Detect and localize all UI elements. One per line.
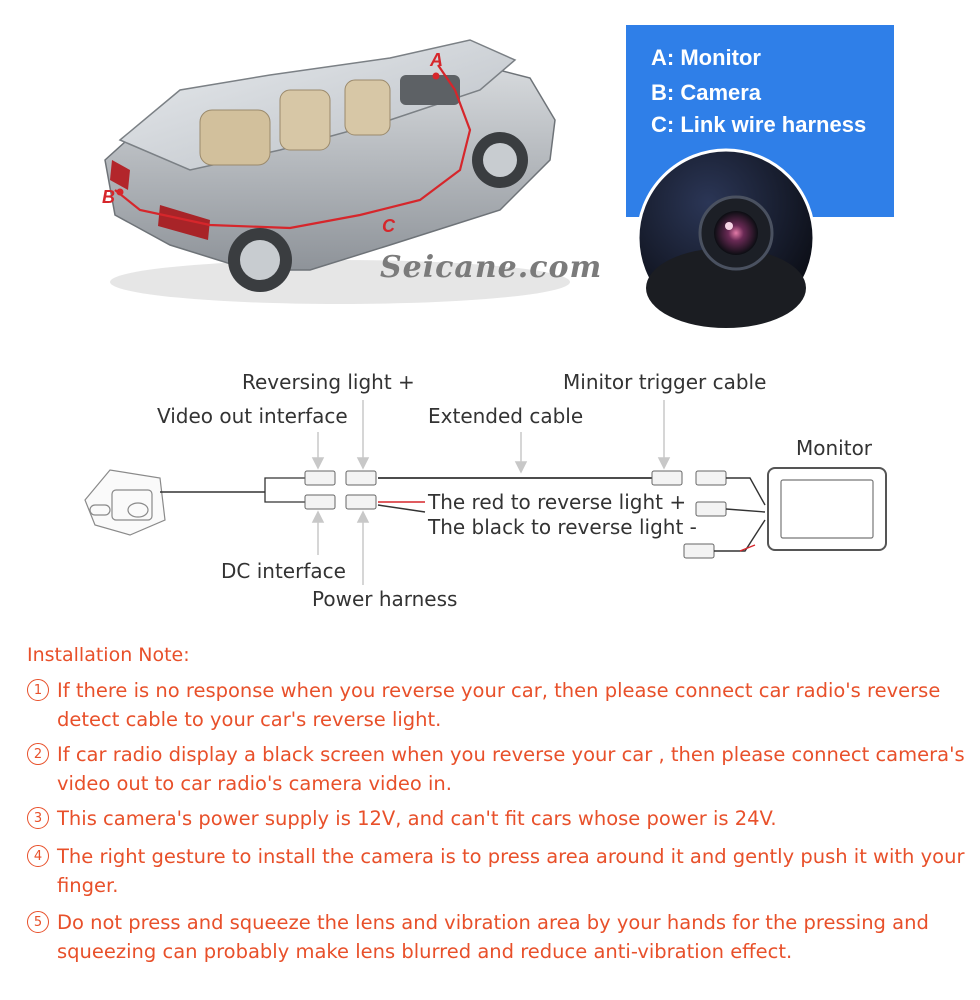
legend-harness: C: Link wire harness xyxy=(651,112,867,137)
label-monitor: Monitor xyxy=(796,436,873,460)
label-black-wire: The black to reverse light - xyxy=(428,515,697,539)
power-wire-black xyxy=(378,505,425,512)
note-number: 4 xyxy=(27,845,49,867)
note-number: 3 xyxy=(27,807,49,829)
legend-camera: B: Camera xyxy=(651,80,762,105)
label-monitor-trigger: Minitor trigger cable xyxy=(563,370,767,394)
note-text: This camera's power supply is 12V, and can't fit cars whose power is 24V. xyxy=(57,807,777,830)
note-number: 2 xyxy=(27,743,49,765)
label-reversing-light: Reversing light + xyxy=(242,370,415,394)
note-item xyxy=(27,676,977,734)
split-cable xyxy=(265,478,305,502)
label-dc-interface: DC interface xyxy=(221,559,346,583)
brand-watermark: Seicane.com xyxy=(380,250,603,285)
note-number: 1 xyxy=(27,679,49,701)
note-text: Do not press and squeeze the lens and vibration area by your hands for the pressing and squeezing can probably make lens blurred and reduce anti-vibration effect. xyxy=(57,911,929,963)
label-video-out: Video out interface xyxy=(157,404,348,428)
label-extended-cable: Extended cable xyxy=(428,404,584,428)
label-red-wire: The red to reverse light + xyxy=(428,490,687,514)
note-item xyxy=(27,804,977,833)
marker-b: B xyxy=(102,187,115,207)
note-text: The right gesture to install the camera is to press area around it and gently push it with your finger. xyxy=(57,845,965,897)
note-item xyxy=(27,740,977,798)
note-text: If there is no response when you reverse your car, then please connect car radio's reverse detect cable to your car's reverse light. xyxy=(57,679,941,731)
installation-note-title: Installation Note: xyxy=(27,644,190,666)
legend-monitor: A: Monitor xyxy=(651,45,761,70)
note-item xyxy=(27,908,977,966)
marker-c: C xyxy=(382,216,395,236)
note-item xyxy=(27,842,977,900)
marker-a: A xyxy=(430,50,443,70)
rear-camera-unit xyxy=(85,470,165,535)
label-power-harness: Power harness xyxy=(312,587,458,611)
note-number: 5 xyxy=(27,911,49,933)
monitor-screen xyxy=(781,480,873,538)
note-text: If car radio display a black screen when you reverse your car , then please connect camera's video out to car radio's camera video in. xyxy=(57,743,965,795)
